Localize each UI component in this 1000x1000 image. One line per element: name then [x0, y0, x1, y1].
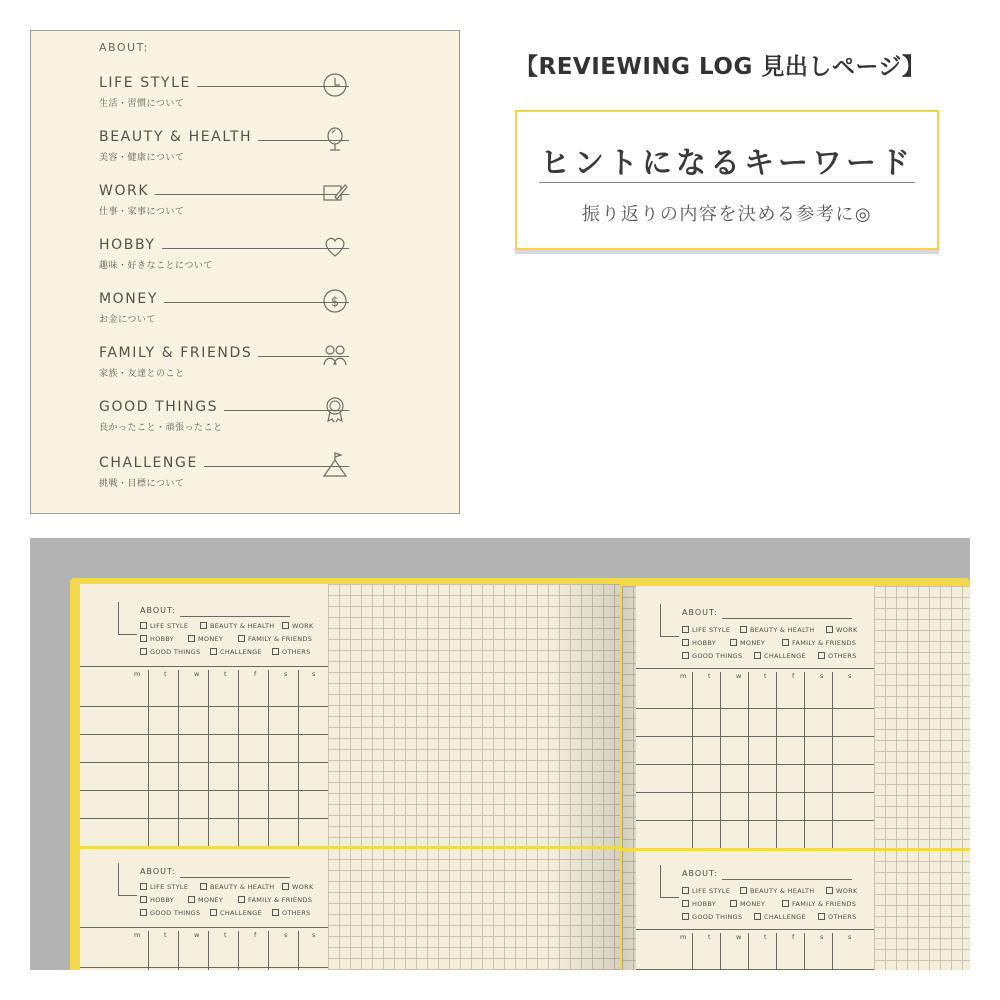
hint-card-title: ヒントになるキーワード [540, 146, 914, 181]
checkbox-work[interactable]: WORK [826, 626, 858, 634]
checkbox-challenge[interactable]: CHALLENGE [210, 648, 262, 656]
category-subtitle: 生活・習慣について [99, 99, 185, 109]
checkbox-family-friends[interactable]: FAMILY & FRIENDS [782, 639, 856, 647]
category-title: BEAUTY & HEALTH [99, 129, 258, 145]
weekday-label: t [708, 933, 711, 941]
checkbox-life-style[interactable]: LIFE STYLE [140, 622, 188, 630]
category-life-style [99, 75, 389, 117]
checkbox-family-friends[interactable]: FAMILY & FRIENDS [238, 635, 312, 643]
about-label: ABOUT: [682, 608, 718, 617]
category-subtitle: 趣味・好きなことについて [99, 261, 213, 271]
weekday-label: w [194, 670, 200, 678]
coin-icon [321, 287, 349, 315]
checkbox-work[interactable]: WORK [282, 622, 314, 630]
about-label: ABOUT: [140, 606, 176, 615]
category-subtitle: 家族・友達とのこと [99, 369, 185, 379]
category-title: MONEY [99, 291, 164, 307]
weekday-label: t [224, 670, 227, 678]
checkbox-beauty-health[interactable]: BEAUTY & HEALTH [740, 887, 814, 895]
category-family-friends [99, 345, 389, 387]
tracker-block-bottom-left [80, 849, 328, 970]
clock-icon [321, 71, 349, 99]
checkbox-hobby[interactable]: HOBBY [140, 635, 174, 643]
category-subtitle: 仕事・家事について [99, 207, 185, 217]
weekday-label: s [312, 670, 316, 678]
weekday-label: m [680, 672, 687, 680]
checkbox-beauty-health[interactable]: BEAUTY & HEALTH [200, 622, 274, 630]
weekday-label: s [848, 933, 852, 941]
weekday-label: s [820, 672, 824, 680]
weekday-label: f [792, 672, 795, 680]
checkbox-money[interactable]: MONEY [730, 900, 765, 908]
keyword-index-panel [30, 30, 460, 514]
checkbox-others[interactable]: OTHERS [818, 652, 857, 660]
checkbox-work[interactable]: WORK [826, 887, 858, 895]
checkbox-hobby[interactable]: HOBBY [682, 900, 716, 908]
hint-card [515, 110, 939, 250]
mirror-icon [321, 125, 349, 153]
weekday-label: t [764, 672, 767, 680]
checkbox-life-style[interactable]: LIFE STYLE [140, 883, 188, 891]
weekday-label: s [284, 931, 288, 939]
weekday-label: m [680, 933, 687, 941]
checkbox-good-things[interactable]: GOOD THINGS [140, 648, 200, 656]
hint-card-subtitle: 振り返りの内容を決める参考に◎ [581, 204, 873, 225]
left-page [80, 584, 620, 970]
weekday-label: s [312, 931, 316, 939]
checkbox-life-style[interactable]: LIFE STYLE [682, 887, 730, 895]
tracker-block-top-left [80, 584, 328, 846]
grid-area [874, 586, 970, 970]
divider [539, 182, 915, 183]
category-title: LIFE STYLE [99, 75, 197, 91]
category-title: CHALLENGE [99, 455, 204, 471]
weekday-label: s [848, 672, 852, 680]
category-beauty-health [99, 129, 389, 171]
checkbox-challenge[interactable]: CHALLENGE [210, 909, 262, 917]
weekday-label: w [736, 672, 742, 680]
weekday-label: w [194, 931, 200, 939]
weekday-label: f [792, 933, 795, 941]
checkbox-money[interactable]: MONEY [188, 896, 223, 904]
svg-text:$: $ [330, 295, 340, 310]
category-good-things [99, 399, 389, 441]
weekday-label: f [254, 670, 257, 678]
medal-icon [321, 395, 349, 423]
category-subtitle: 美容・健康について [99, 153, 185, 163]
checkbox-beauty-health[interactable]: BEAUTY & HEALTH [200, 883, 274, 891]
gutter-shadow [550, 584, 620, 970]
checkbox-challenge[interactable]: CHALLENGE [754, 913, 806, 921]
weekday-label: m [134, 670, 141, 678]
heart-icon [321, 233, 349, 261]
weekday-label: w [736, 933, 742, 941]
about-label: ABOUT: [99, 41, 149, 54]
category-money [99, 291, 389, 333]
notebook-photo [30, 538, 970, 970]
checkbox-good-things[interactable]: GOOD THINGS [682, 913, 742, 921]
weekday-label: t [708, 672, 711, 680]
checkbox-family-friends[interactable]: FAMILY & FRIENDS [238, 896, 312, 904]
checkbox-hobby[interactable]: HOBBY [140, 896, 174, 904]
weekday-label: t [164, 931, 167, 939]
checkbox-others[interactable]: OTHERS [272, 909, 311, 917]
category-challenge [99, 455, 389, 497]
checkbox-beauty-health[interactable]: BEAUTY & HEALTH [740, 626, 814, 634]
category-title: WORK [99, 183, 155, 199]
checkbox-money[interactable]: MONEY [188, 635, 223, 643]
about-label: ABOUT: [140, 867, 176, 876]
weekday-label: f [254, 931, 257, 939]
weekday-label: t [164, 670, 167, 678]
checkbox-money[interactable]: MONEY [730, 639, 765, 647]
checkbox-family-friends[interactable]: FAMILY & FRIENDS [782, 900, 856, 908]
about-label: ABOUT: [682, 869, 718, 878]
tracker-block-bottom-right [636, 851, 874, 970]
right-page [622, 586, 970, 970]
checkbox-good-things[interactable]: GOOD THINGS [682, 652, 742, 660]
weekday-label: t [224, 931, 227, 939]
category-subtitle: 挑戦・目標について [99, 479, 185, 489]
category-title: HOBBY [99, 237, 162, 253]
category-hobby [99, 237, 389, 279]
pen-paper-icon [321, 179, 349, 207]
checkbox-good-things[interactable]: GOOD THINGS [140, 909, 200, 917]
checkbox-challenge[interactable]: CHALLENGE [754, 652, 806, 660]
tracker-block-top-right [636, 586, 874, 848]
checkbox-work[interactable]: WORK [282, 883, 314, 891]
weekday-label: m [134, 931, 141, 939]
checkbox-life-style[interactable]: LIFE STYLE [682, 626, 730, 634]
weekday-label: t [764, 933, 767, 941]
category-subtitle: 良かったこと・頑張ったこと [99, 423, 223, 433]
page-heading: 【REVIEWING LOG 見出しページ】 [515, 54, 926, 80]
category-title: FAMILY & FRIENDS [99, 345, 258, 361]
checkbox-others[interactable]: OTHERS [818, 913, 857, 921]
checkbox-hobby[interactable]: HOBBY [682, 639, 716, 647]
people-icon [321, 341, 349, 369]
category-work [99, 183, 389, 225]
weekday-label: s [820, 933, 824, 941]
flag-mountain-icon [321, 451, 349, 479]
weekday-label: s [284, 670, 288, 678]
checkbox-others[interactable]: OTHERS [272, 648, 311, 656]
category-title: GOOD THINGS [99, 399, 224, 415]
category-subtitle: お金について [99, 315, 156, 325]
